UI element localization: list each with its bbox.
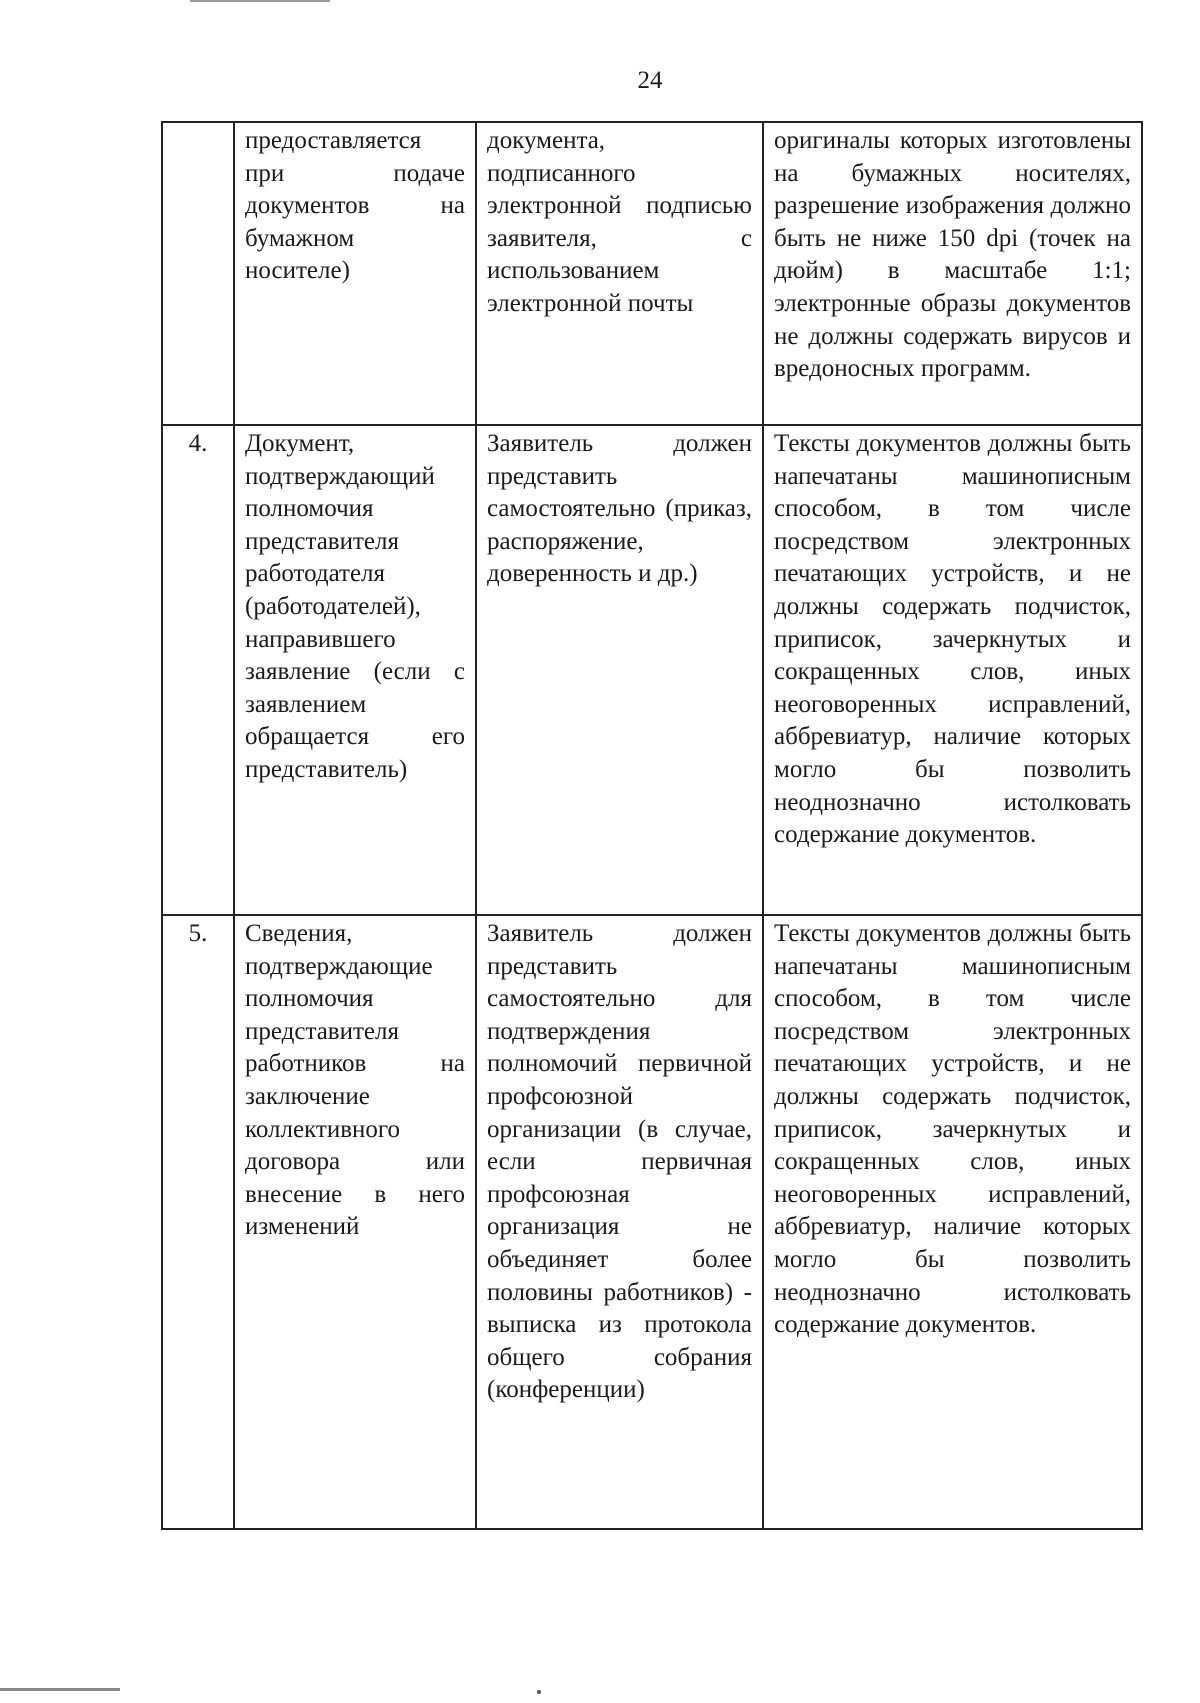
page-number: 24 (637, 67, 663, 94)
scan-artifact-top (190, 0, 330, 2)
submission-method: Заявитель должен представить самостоятельно (приказ, распоряжение, доверенность и др.) (487, 430, 752, 588)
document-name: Сведения, подтверждающие полномочия представителя работников на заключение коллективного договора или внесение в него изменений (245, 920, 465, 1241)
submission-method: Заявитель должен представить самостоятельно для подтверждения полномочий первичной профсоюзной организации (в случае, если первичная профсоюзная организация не объединяет более половины работников) - выписка из протокола общего собрания (конференции) (487, 920, 752, 1404)
table-row (162, 425, 1142, 915)
submission-method-cell (476, 425, 763, 915)
document-requirements: Тексты документов должны быть напечатаны машинописным способом, в том числе посредством электронных печатающих устройств, и не должны содержать подчисток, приписок, зачеркнутых и сокращенных слов, иных неоговоренных исправлений, аббревиатур, наличие которых могло бы позволить неоднозначно истолковать содержание документов. (774, 430, 1131, 849)
row-number: 4. (188, 430, 208, 457)
scan-artifact-bottom (0, 1688, 120, 1691)
document-name: предоставляется при подаче документов на бумажном носителе) (245, 127, 465, 285)
document-name-cell (234, 122, 476, 425)
submission-method: документа, подписанного электронной подписью заявителя, с использованием электронной почты (487, 127, 752, 317)
row-number: 5. (188, 920, 208, 947)
submission-method-cell (476, 915, 763, 1529)
row-number-cell (162, 425, 234, 915)
requirements-cell (763, 425, 1142, 915)
document-name-cell (234, 425, 476, 915)
table-row (162, 122, 1142, 425)
requirements-cell (763, 122, 1142, 425)
document-name-cell (234, 915, 476, 1529)
row-number-cell (162, 122, 234, 425)
row-number-cell (162, 915, 234, 1529)
scan-speck (537, 1690, 541, 1694)
table-row (162, 915, 1142, 1529)
requirements-cell (763, 915, 1142, 1529)
documents-table (161, 121, 1143, 1530)
submission-method-cell (476, 122, 763, 425)
document-name: Документ, подтверждающий полномочия представителя работодателя (работодателей), направившего заявление (если с заявлением обращается его представитель) (245, 430, 465, 783)
document-requirements: Тексты документов должны быть напечатаны машинописным способом, в том числе посредством электронных печатающих устройств, и не должны содержать подчисток, приписок, зачеркнутых и сокращенных слов, иных неоговоренных исправлений, аббревиатур, наличие которых могло бы позволить неоднозначно истолковать содержание документов. (774, 920, 1131, 1339)
document-requirements: оригиналы которых изготовлены на бумажных носителях, разрешение изображения должно быть не ниже 150 dpi (точек на дюйм) в масштабе 1:1; электронные образы документов не должны содержать вирусов и вредоносных программ. (774, 127, 1131, 383)
